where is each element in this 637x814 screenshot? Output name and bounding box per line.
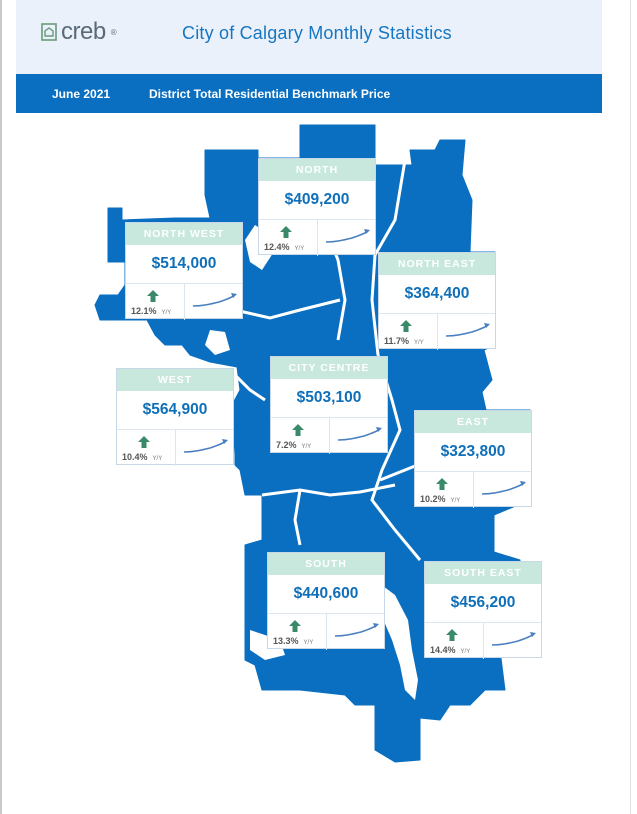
change-cell <box>271 418 330 454</box>
logo-registered-mark: ® <box>110 27 117 37</box>
change-value: 12.4% <box>264 242 290 252</box>
card-stats <box>268 613 384 650</box>
change-cell <box>415 472 474 508</box>
trend-sparkline-icon <box>444 320 492 340</box>
change-period: Y/Y <box>450 498 461 504</box>
benchmark-price: $440,600 <box>293 585 359 602</box>
district-card-south <box>267 552 385 649</box>
change-period: Y/Y <box>161 310 172 316</box>
trend-sparkline-icon <box>182 436 230 456</box>
card-stats <box>379 313 495 350</box>
district-name: SOUTH EAST <box>425 562 541 584</box>
page-title: City of Calgary Monthly Statistics <box>182 23 452 43</box>
district-name: NORTH EAST <box>379 253 495 275</box>
benchmark-price: $503,100 <box>296 389 362 406</box>
district-name: NORTH WEST <box>126 223 242 245</box>
up-arrow-icon <box>288 619 302 633</box>
district-card-west <box>116 368 234 465</box>
trend-cell <box>484 623 541 659</box>
up-arrow-icon <box>435 477 449 491</box>
change-percent <box>430 645 470 655</box>
change-value: 7.2% <box>276 440 297 450</box>
change-percent <box>276 440 311 450</box>
trend-cell <box>185 284 242 320</box>
trend-cell <box>330 418 387 454</box>
change-value: 11.7% <box>384 336 410 346</box>
district-name: CITY CENTRE <box>271 357 387 379</box>
trend-sparkline-icon <box>191 290 239 310</box>
district-card-north <box>258 158 376 255</box>
benchmark-price: $564,900 <box>142 401 208 418</box>
change-period: Y/Y <box>414 340 424 346</box>
district-name: SOUTH <box>268 553 384 575</box>
district-name: EAST <box>415 411 531 433</box>
change-percent <box>131 306 171 316</box>
trend-cell <box>438 314 495 350</box>
change-cell <box>259 220 318 256</box>
change-value: 12.1% <box>131 306 157 316</box>
change-period: Y/Y <box>303 640 314 646</box>
up-arrow-icon <box>279 225 293 239</box>
change-period: Y/Y <box>294 246 305 252</box>
trend-sparkline-icon <box>490 629 538 649</box>
trend-sparkline-icon <box>336 424 384 444</box>
up-arrow-icon <box>445 628 459 642</box>
card-stats <box>271 417 387 454</box>
change-period: Y/Y <box>152 456 163 462</box>
district-name: NORTH <box>259 159 375 181</box>
district-card-south-east <box>424 561 542 658</box>
change-cell <box>268 614 327 650</box>
change-percent <box>420 494 460 504</box>
trend-cell <box>474 472 531 508</box>
up-arrow-icon <box>146 289 160 303</box>
district-card-north-east <box>378 252 496 349</box>
change-percent <box>384 336 424 346</box>
trend-cell <box>318 220 375 256</box>
change-percent <box>264 242 304 252</box>
change-period: Y/Y <box>301 444 312 450</box>
up-arrow-icon <box>291 423 305 437</box>
district-name: WEST <box>117 369 233 391</box>
change-cell <box>425 623 484 659</box>
up-arrow-icon <box>399 319 413 333</box>
district-card-north-west <box>125 222 243 319</box>
card-stats <box>425 622 541 659</box>
trend-sparkline-icon <box>333 620 381 640</box>
change-cell <box>379 314 438 350</box>
card-stats <box>259 219 375 256</box>
card-stats <box>415 471 531 508</box>
change-percent <box>122 452 162 462</box>
change-value: 13.3% <box>273 636 299 646</box>
change-percent <box>273 636 313 646</box>
report-subtitle: District Total Residential Benchmark Price <box>149 87 391 101</box>
trend-sparkline-icon <box>324 226 372 246</box>
card-stats <box>126 283 242 320</box>
trend-cell <box>176 430 233 466</box>
change-period: Y/Y <box>460 649 471 655</box>
district-card-east <box>414 410 532 507</box>
trend-cell <box>327 614 384 650</box>
report-date: June 2021 <box>52 87 111 101</box>
benchmark-price: $456,200 <box>450 594 516 611</box>
change-cell <box>126 284 185 320</box>
benchmark-price: $323,800 <box>440 443 506 460</box>
logo-text: creb <box>61 18 106 45</box>
change-cell <box>117 430 176 466</box>
card-stats <box>117 429 233 466</box>
change-value: 14.4% <box>430 645 456 655</box>
change-value: 10.4% <box>122 452 148 462</box>
benchmark-price: $364,400 <box>404 285 470 302</box>
up-arrow-icon <box>137 435 151 449</box>
trend-sparkline-icon <box>480 478 528 498</box>
benchmark-price: $514,000 <box>151 255 217 272</box>
change-value: 10.2% <box>420 494 446 504</box>
benchmark-price: $409,200 <box>284 191 350 208</box>
district-card-city-centre <box>270 356 388 453</box>
